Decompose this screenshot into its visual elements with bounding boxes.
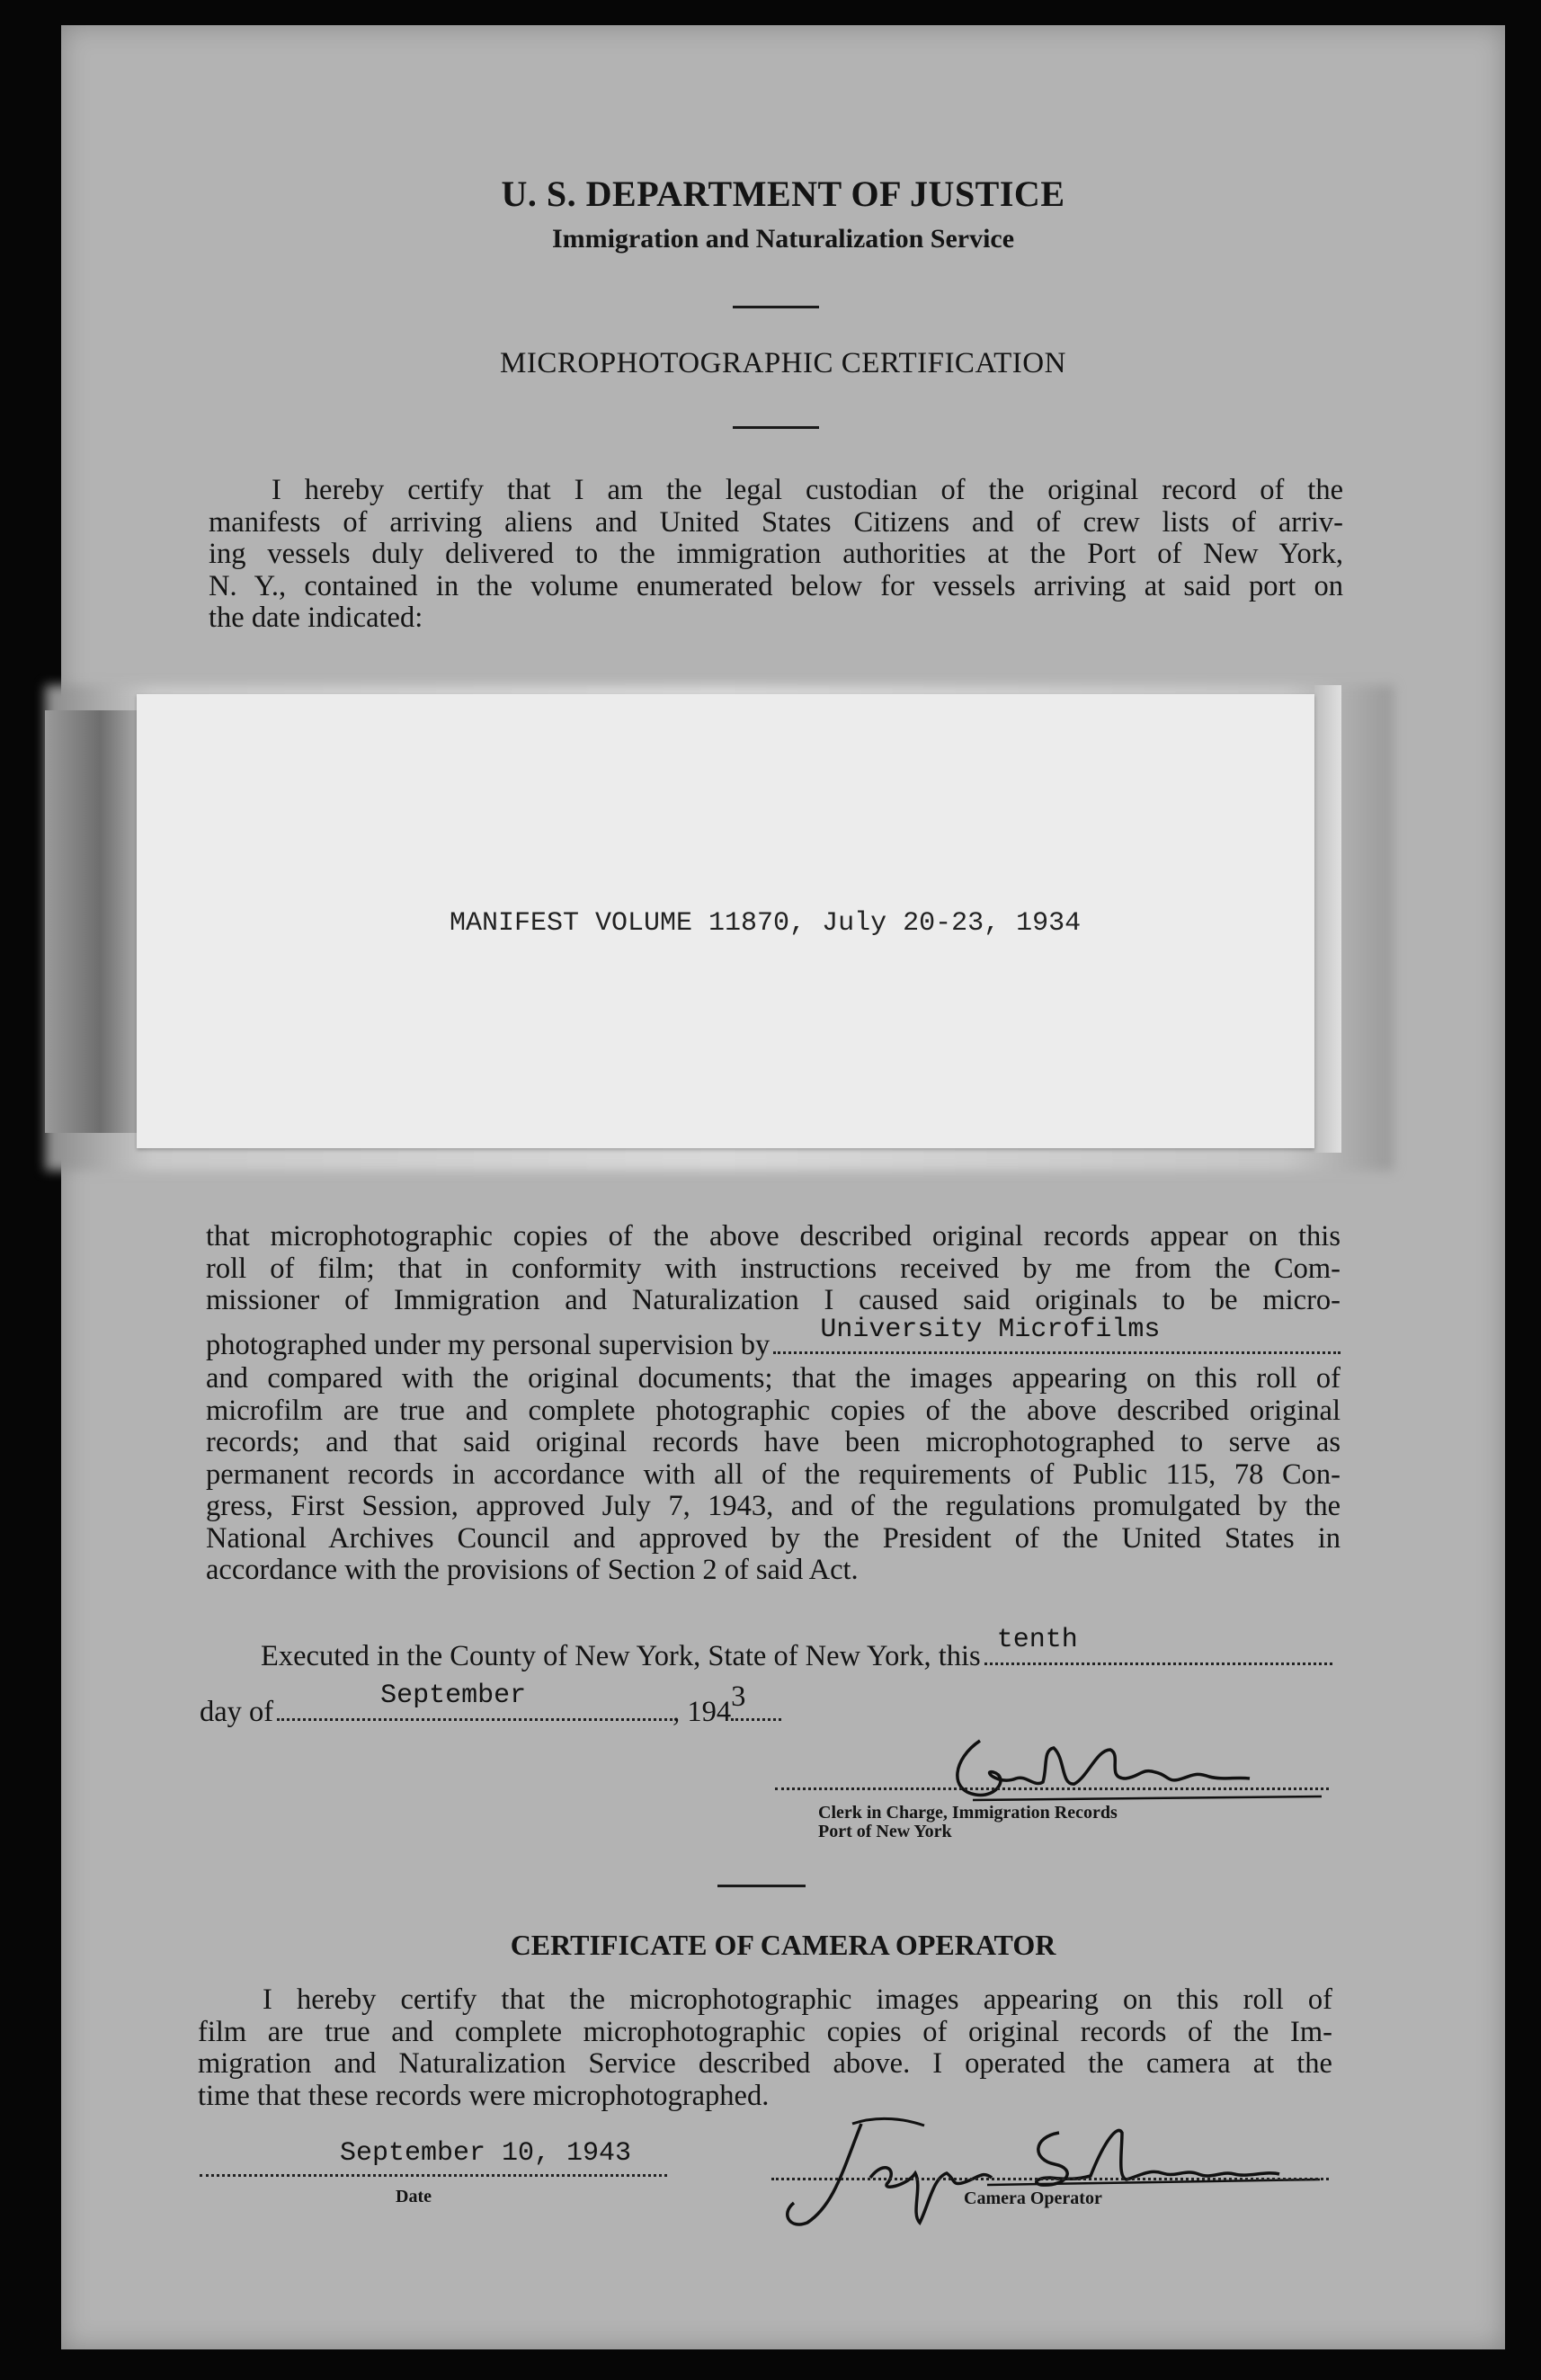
date-label: Date	[396, 2187, 432, 2206]
supervision-prefix: photographed under my personal supervision by	[206, 1329, 770, 1361]
card-edge-left	[45, 710, 137, 1133]
body-line: records; and that said original records have been microphotographed to serve as	[206, 1426, 1341, 1458]
camera-operator-label: Camera Operator	[964, 2188, 1102, 2208]
body-paragraph-continued	[206, 1363, 1341, 1587]
month-value: September	[380, 1680, 527, 1711]
date-line	[200, 1680, 781, 1729]
clerk-signature-line	[775, 1787, 1329, 1790]
title-divider	[733, 426, 819, 429]
body-line: National Archives Council and approved by the President of the United States in	[206, 1521, 1341, 1555]
operator-date-value: September 10, 1943	[340, 2138, 632, 2169]
body-line: microfilm are true and complete photographic copies of the above described original	[206, 1394, 1341, 1427]
intro-line: the date indicated:	[209, 602, 423, 634]
clerk-title-2: Port of New York	[818, 1822, 952, 1841]
certification-title: MICROPHOTOGRAPHIC CERTIFICATION	[500, 347, 1066, 379]
execution-line	[261, 1625, 1332, 1673]
intro-line: N. Y., contained in the volume enumerated below for vessels arriving at said port on	[209, 569, 1343, 602]
operator-line: migration and Naturalization Service described above. I operated the camera at the	[198, 2047, 1332, 2080]
intro-line: I hereby certify that I am the legal custodian of the original record of the	[272, 474, 1343, 506]
operator-line: film are true and complete microphotographic copies of original records of the Im-	[198, 2015, 1332, 2048]
camera-operator-paragraph	[198, 1984, 1332, 2112]
body-line: accordance with the provisions of Section 2 of said Act.	[206, 1554, 859, 1586]
intro-paragraph	[209, 475, 1343, 635]
year-prefix: , 194	[673, 1696, 732, 1728]
execution-prefix: Executed in the County of New York, State of New York, this	[261, 1640, 981, 1672]
day-value: tenth	[996, 1625, 1078, 1655]
body-line: missioner of Immigration and Naturalization I caused said originals to be micro-	[206, 1284, 1341, 1316]
operator-line: time that these records were microphotographed.	[198, 2079, 770, 2112]
supervision-fill-line	[773, 1315, 1341, 1354]
day-fill-line	[984, 1625, 1332, 1665]
clerk-title-1: Clerk in Charge, Immigration Records	[818, 1803, 1118, 1823]
operator-signature	[762, 2097, 1338, 2232]
operator-line: I hereby certify that the microphotographic images appearing on this roll of	[263, 1983, 1332, 2016]
card-edge-right	[1314, 685, 1341, 1153]
clerk-signature	[773, 1723, 1331, 1813]
body-line: that microphotographic copies of the above described original records appear on this	[206, 1220, 1341, 1252]
month-fill-line	[277, 1680, 673, 1721]
manifest-volume-text: MANIFEST VOLUME 11870, July 20-23, 1934	[450, 908, 1082, 939]
body-line: roll of film; that in conformity with instructions received by me from the Com-	[206, 1252, 1341, 1285]
service-subheading: Immigration and Naturalization Service	[551, 224, 1015, 254]
department-heading: U. S. DEPARTMENT OF JUSTICE	[501, 174, 1065, 214]
supervision-line	[206, 1315, 1341, 1361]
intro-line: ing vessels duly delivered to the immigration authorities at the Port of New York,	[209, 538, 1343, 570]
year-fill-line	[731, 1680, 781, 1721]
day-of-label: day of	[200, 1696, 274, 1728]
supervision-value: University Microfilms	[820, 1315, 1161, 1345]
body-line: gress, First Session, approved July 7, 1943, and of the regulations promulgated by the	[206, 1490, 1341, 1522]
section-divider	[717, 1885, 806, 1887]
operator-signature-line	[771, 2178, 1329, 2180]
year-digit: 3	[731, 1680, 746, 1713]
header-divider	[733, 306, 819, 308]
intro-line: manifests of arriving aliens and United States Citizens and of crew lists of arriv-	[209, 505, 1343, 539]
body-line: and compared with the original documents; that the images appearing on this roll of	[206, 1362, 1341, 1395]
body-paragraph	[206, 1221, 1341, 1317]
date-fill-line	[200, 2174, 667, 2177]
body-line: permanent records in accordance with all of the requirements of Public 115, 78 Con-	[206, 1457, 1341, 1491]
camera-operator-title: CERTIFICATE OF CAMERA OPERATOR	[510, 1929, 1056, 1961]
